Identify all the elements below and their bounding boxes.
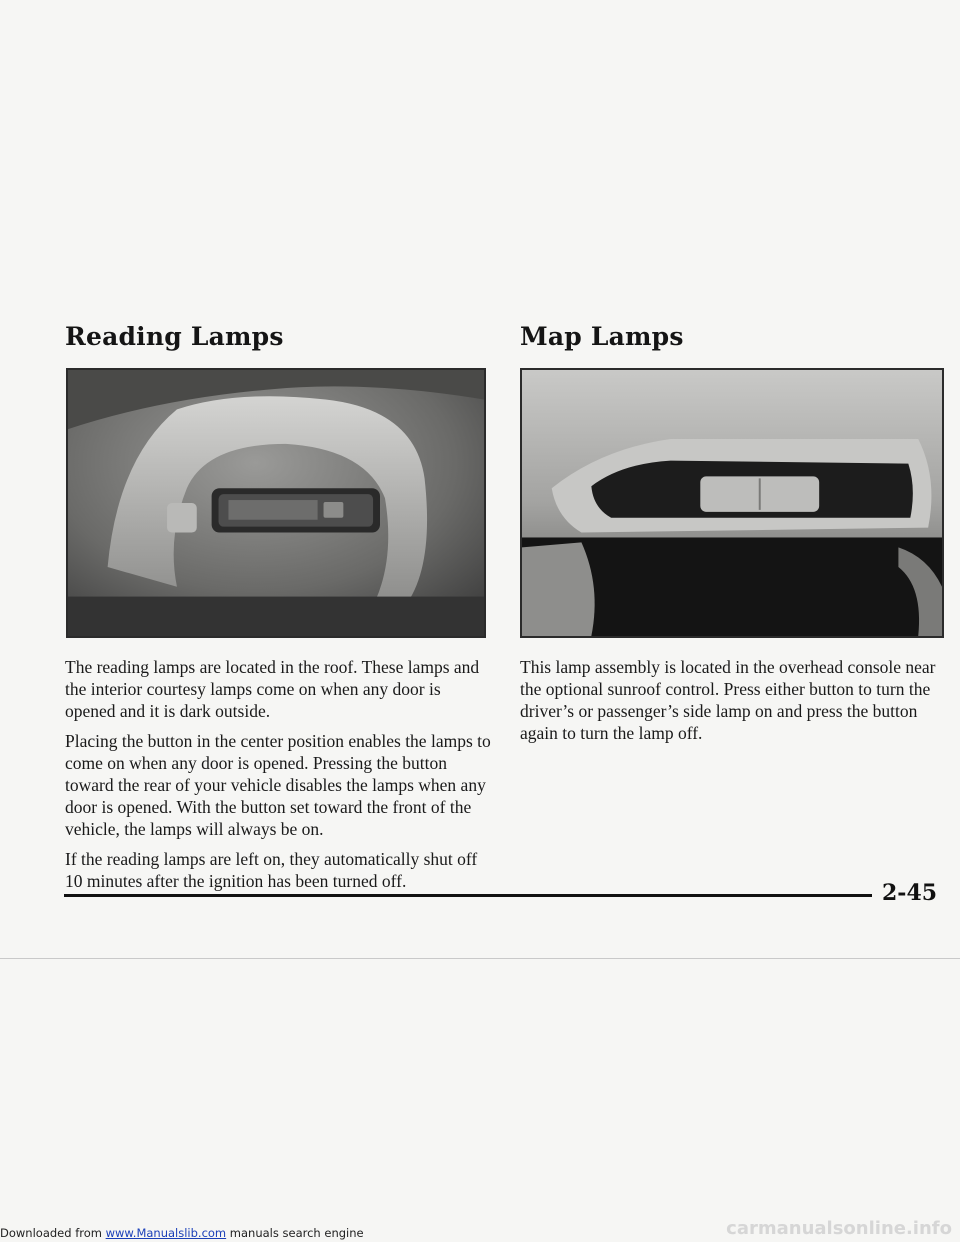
reading-lamp-photo	[66, 368, 486, 638]
map-lamps-paragraph: This lamp assembly is located in the overhead console near the optional sunroof control. Press either button to turn the driver’s or passenger’s side lamp on and press the button again to turn the lamp off.	[520, 657, 936, 743]
reading-lamps-paragraph: The reading lamps are located in the roof. These lamps and the interior courtesy lamps come on when any door is opened and it is dark outside.	[65, 657, 480, 721]
manualslib-link[interactable]: www.Manualslib.com	[105, 1226, 227, 1240]
map-lamp-photo	[520, 368, 944, 638]
reading-lamps-paragraph: If the reading lamps are left on, they automatically shut off 10 minutes after the ignition has been turned off.	[65, 849, 478, 891]
divider	[0, 958, 960, 959]
page-number: 2-45	[882, 880, 938, 906]
map-lamps-text	[520, 656, 950, 752]
reading-lamps-text	[65, 656, 495, 900]
map-lamps-heading: Map Lamps	[520, 322, 684, 351]
reading-lamps-heading: Reading Lamps	[65, 322, 284, 351]
footer-suffix: manuals search engine	[226, 1226, 364, 1240]
download-footer	[0, 1226, 364, 1240]
page-rule	[64, 894, 872, 897]
watermark: carmanualsonline.info	[726, 1218, 952, 1239]
reading-lamps-paragraph: Placing the button in the center position enables the lamps to come on when any door is opened. Pressing the button toward the rear of your vehicle disables the lamps when any door is opened. With the button set toward the front of the vehicle, the lamps will always be on.	[65, 731, 491, 839]
footer-prefix: Downloaded from	[0, 1226, 106, 1240]
